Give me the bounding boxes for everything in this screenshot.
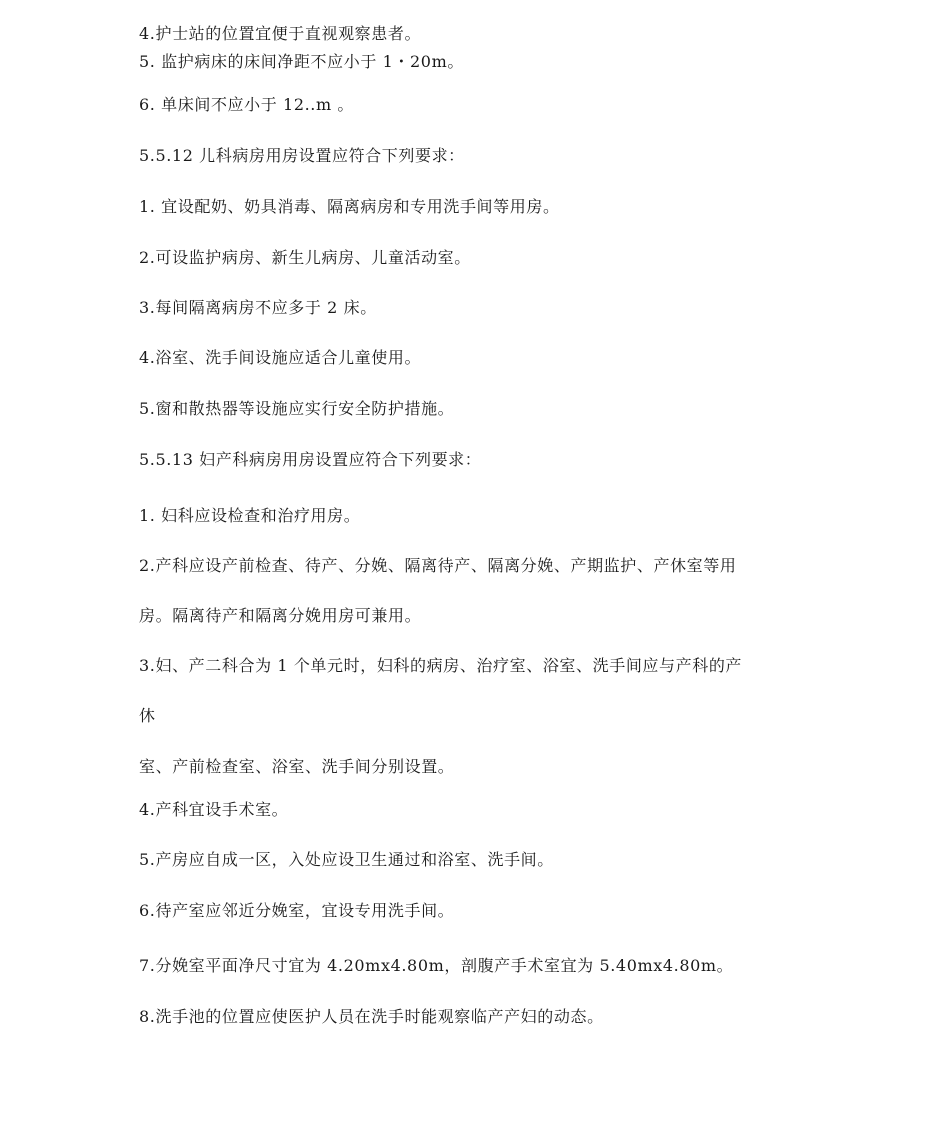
text-line-pediatric-1: 1. 宜设配奶、奶具消毒、隔离病房和专用洗手间等用房。 xyxy=(139,197,560,216)
text-line-obgyn-8: 8.洗手池的位置应使医护人员在洗手时能观察临产产妇的动态。 xyxy=(139,1007,604,1026)
section-heading-5-5-13: 5.5.13 妇产科病房用房设置应符合下列要求： xyxy=(139,450,482,469)
text-line-pediatric-4: 4.浴室、洗手间设施应适合儿童使用。 xyxy=(139,348,422,367)
text-line-obgyn-3-cont: 室、产前检查室、浴室、洗手间分别设置。 xyxy=(139,757,455,776)
section-heading-5-5-12: 5.5.12 儿科病房用房设置应符合下列要求： xyxy=(139,146,465,165)
text-line-obgyn-1: 1. 妇科应设检查和治疗用房。 xyxy=(139,506,361,525)
text-line-pediatric-3: 3.每间隔离病房不应多于 2 床。 xyxy=(139,298,377,317)
text-line-monitor-bed-spacing: 5. 监护病床的床间净距不应小于 1・20m。 xyxy=(139,52,464,71)
text-line-pediatric-5: 5.窗和散热器等设施应实行安全防护措施。 xyxy=(139,399,455,418)
text-line-single-room-area: 6. 单床间不应小于 12..m 。 xyxy=(139,95,355,114)
text-line-obgyn-7: 7.分娩室平面净尺寸宜为 4.20mx4.80m，剖腹产手术室宜为 5.40mx4.80m。 xyxy=(139,956,734,975)
text-line-obgyn-2-cont: 房。隔离待产和隔离分娩用房可兼用。 xyxy=(139,606,422,625)
text-line-nurse-station: 4.护士站的位置宜便于直视观察患者。 xyxy=(139,24,422,43)
text-line-obgyn-6: 6.待产室应邻近分娩室，宜设专用洗手间。 xyxy=(139,901,455,920)
text-line-obgyn-3: 3.妇、产二科合为 1 个单元时，妇科的病房、治疗室、浴室、洗手间应与产科的产 xyxy=(139,656,743,675)
text-line-obgyn-5: 5.产房应自成一区，入处应设卫生通过和浴室、洗手间。 xyxy=(139,850,554,869)
text-line-obgyn-3-wrap: 休 xyxy=(139,706,156,725)
text-line-pediatric-2: 2.可设监护病房、新生儿病房、儿童活动室。 xyxy=(139,248,471,267)
text-line-obgyn-4: 4.产科宜设手术室。 xyxy=(139,800,289,819)
text-line-obgyn-2: 2.产科应设产前检查、待产、分娩、隔离待产、隔离分娩、产期监护、产休室等用 xyxy=(139,556,737,575)
